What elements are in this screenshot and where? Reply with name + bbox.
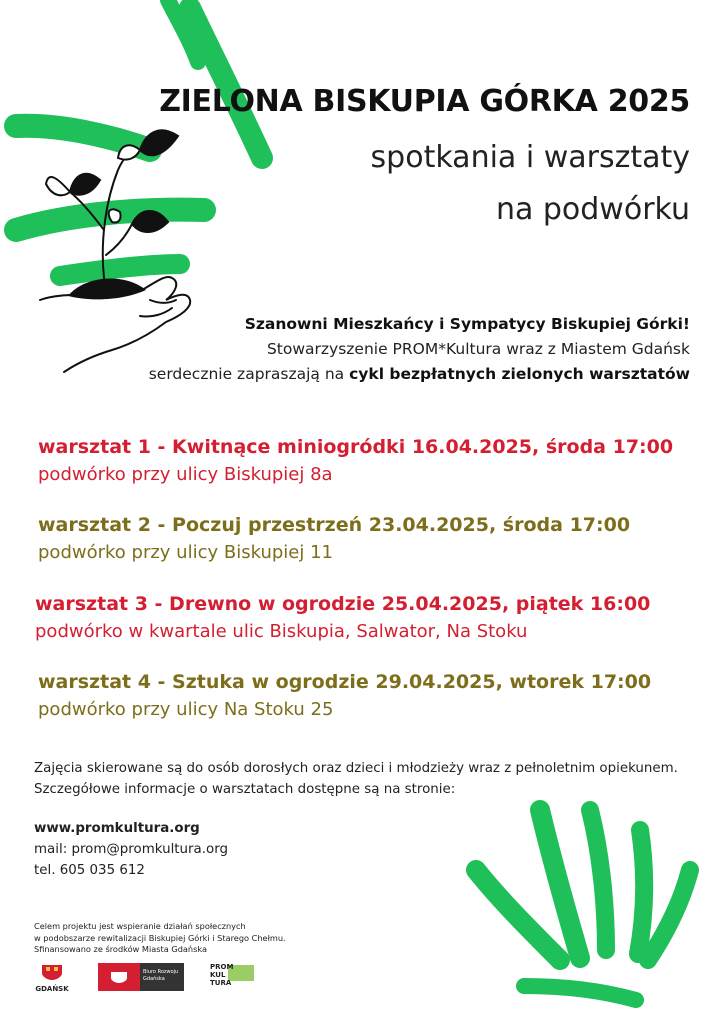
funding-note: Celem projektu jest wspieranie działań społecznych w podobszarze rewitalizacji Biskupiej Górki i Starego Chełmu. Sfinansowano ze środków Miasta Gdańska	[34, 921, 286, 954]
workshop-3	[35, 593, 650, 642]
phone-text: tel. 605 035 612	[34, 863, 145, 878]
workshop-4	[38, 671, 651, 720]
workshop-title: warsztat 4 - Sztuka w ogrodzie 29.04.2025, wtorek 17:00	[38, 671, 652, 693]
email-text[interactable]: mail: prom@promkultura.org	[34, 842, 228, 857]
green-brush-stroke	[60, 264, 180, 276]
workshop-place: podwórko przy ulicy Biskupiej 8a	[38, 464, 333, 485]
crest-icon	[98, 963, 140, 991]
subtitle: na podwórku	[495, 192, 690, 227]
workshop-place: podwórko w kwartale ulic Biskupia, Salwator, Na Stoku	[35, 621, 528, 642]
intro-line: Stowarzyszenie PROM*Kultura wraz z Miastem Gdańsk	[266, 340, 690, 358]
workshop-title: warsztat 2 - Poczuj przestrzeń 23.04.2025, środa 17:00	[38, 514, 631, 536]
greeting: Szanowni Mieszkańcy i Sympatycy Biskupiej Górki!	[244, 315, 690, 333]
gdansk-logo: GDAŃSK	[34, 963, 70, 993]
workshop-title: warsztat 1 - Kwitnące miniogródki 16.04.2025, środa 17:00	[38, 436, 674, 458]
promkultura-logo: PROM KUL TURA	[210, 963, 256, 993]
website-link[interactable]: www.promkultura.org	[34, 821, 200, 836]
intro-line: serdecznie zapraszają na cykl bezpłatnych zielonych warsztatów	[148, 365, 690, 383]
workshop-place: podwórko przy ulicy Na Stoku 25	[38, 699, 334, 720]
intro-text	[149, 312, 690, 387]
workshop-2	[38, 514, 630, 563]
workshop-1	[38, 436, 673, 485]
info-note: Zajęcia skierowane są do osób dorosłych oraz dzieci i młodzieży wraz z pełnoletnim opiekunem. Szczegółowe informacje o warsztatach dostępne są na stronie:	[34, 761, 678, 797]
biuro-rozwoju-logo: Biuro Rozwoju Gdańska	[98, 963, 184, 991]
contact-info	[34, 818, 228, 881]
subtitle: spotkania i warsztaty	[370, 140, 690, 175]
workshop-title: warsztat 3 - Drewno w ogrodzie 25.04.2025, piątek 16:00	[35, 593, 651, 615]
gdansk-crest-icon	[40, 963, 64, 981]
green-brush-stroke	[190, 8, 262, 158]
workshop-place: podwórko przy ulicy Biskupiej 11	[38, 542, 333, 563]
green-strokes-illustration	[440, 790, 724, 1024]
page-title: ZIELONA BISKUPIA GÓRKA 2025	[159, 84, 690, 119]
